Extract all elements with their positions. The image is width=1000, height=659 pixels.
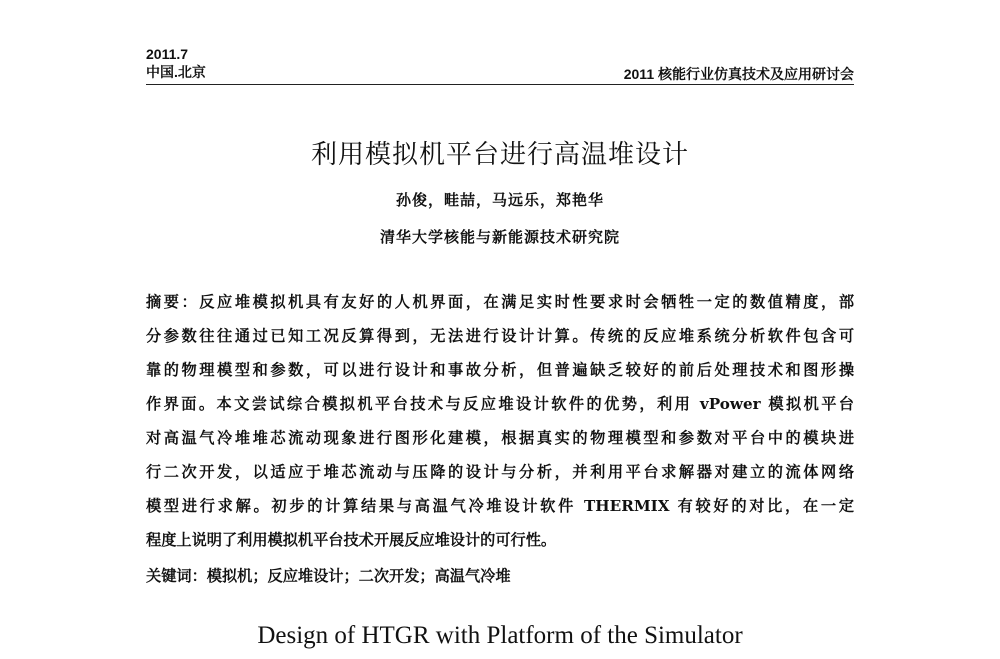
- abstract-label: 摘要：: [146, 293, 200, 311]
- keywords-label: 关键词：: [146, 567, 207, 585]
- paper-authors: 孙俊，畦喆，马远乐，郑艳华: [395, 191, 604, 209]
- abstract-line: 对高温气冷堆堆芯流动现象进行图形化建模，根据真实的物理模型和参数对平台中的模块进: [146, 429, 854, 447]
- header-location: 中国.北京: [146, 64, 206, 80]
- keywords-text: 模拟机；反应堆设计；二次开发；高温气冷堆: [206, 567, 511, 585]
- abstract-line: 靠的物理模型和参数，可以进行设计和事故分析，但普遍缺乏较好的前后处理技术和图形操: [146, 361, 854, 379]
- abstract: [146, 288, 854, 560]
- header-date: 2011.7: [146, 46, 189, 62]
- keywords: [146, 562, 511, 590]
- abstract-line: 模型进行求解。初步的计算结果与高温气冷堆设计软件 THERMIX 有较好的对比，在一定: [146, 497, 854, 515]
- english-title: Design of HTGR with Platform of the Simulator: [257, 622, 743, 649]
- abstract-line: [146, 288, 854, 322]
- abstract-line: 作界面。本文尝试综合模拟机平台技术与反应堆设计软件的优势，利用 vPower 模拟机平台: [146, 395, 854, 413]
- abstract-line: 分参数往往通过已知工况反算得到，无法进行设计计算。传统的反应堆系统分析软件包含可: [146, 327, 854, 345]
- header-rule: [146, 84, 854, 85]
- abstract-line: 行二次开发，以适应于堆芯流动与压降的设计与分析，并利用平台求解器对建立的流体网络: [146, 463, 854, 481]
- abstract-line: 程度上说明了利用模拟机平台技术开展反应堆设计的可行性。: [146, 531, 557, 549]
- header-conference: 2011 核能行业仿真技术及应用研讨会: [623, 66, 854, 82]
- abstract-line-text: 反应堆模拟机具有友好的人机界面，在满足实时性要求时会牺牲一定的数值精度，部: [199, 293, 855, 311]
- paper-affiliation: 清华大学核能与新能源技术研究院: [379, 228, 620, 246]
- paper-title: 利用模拟机平台进行高温堆设计: [310, 140, 689, 170]
